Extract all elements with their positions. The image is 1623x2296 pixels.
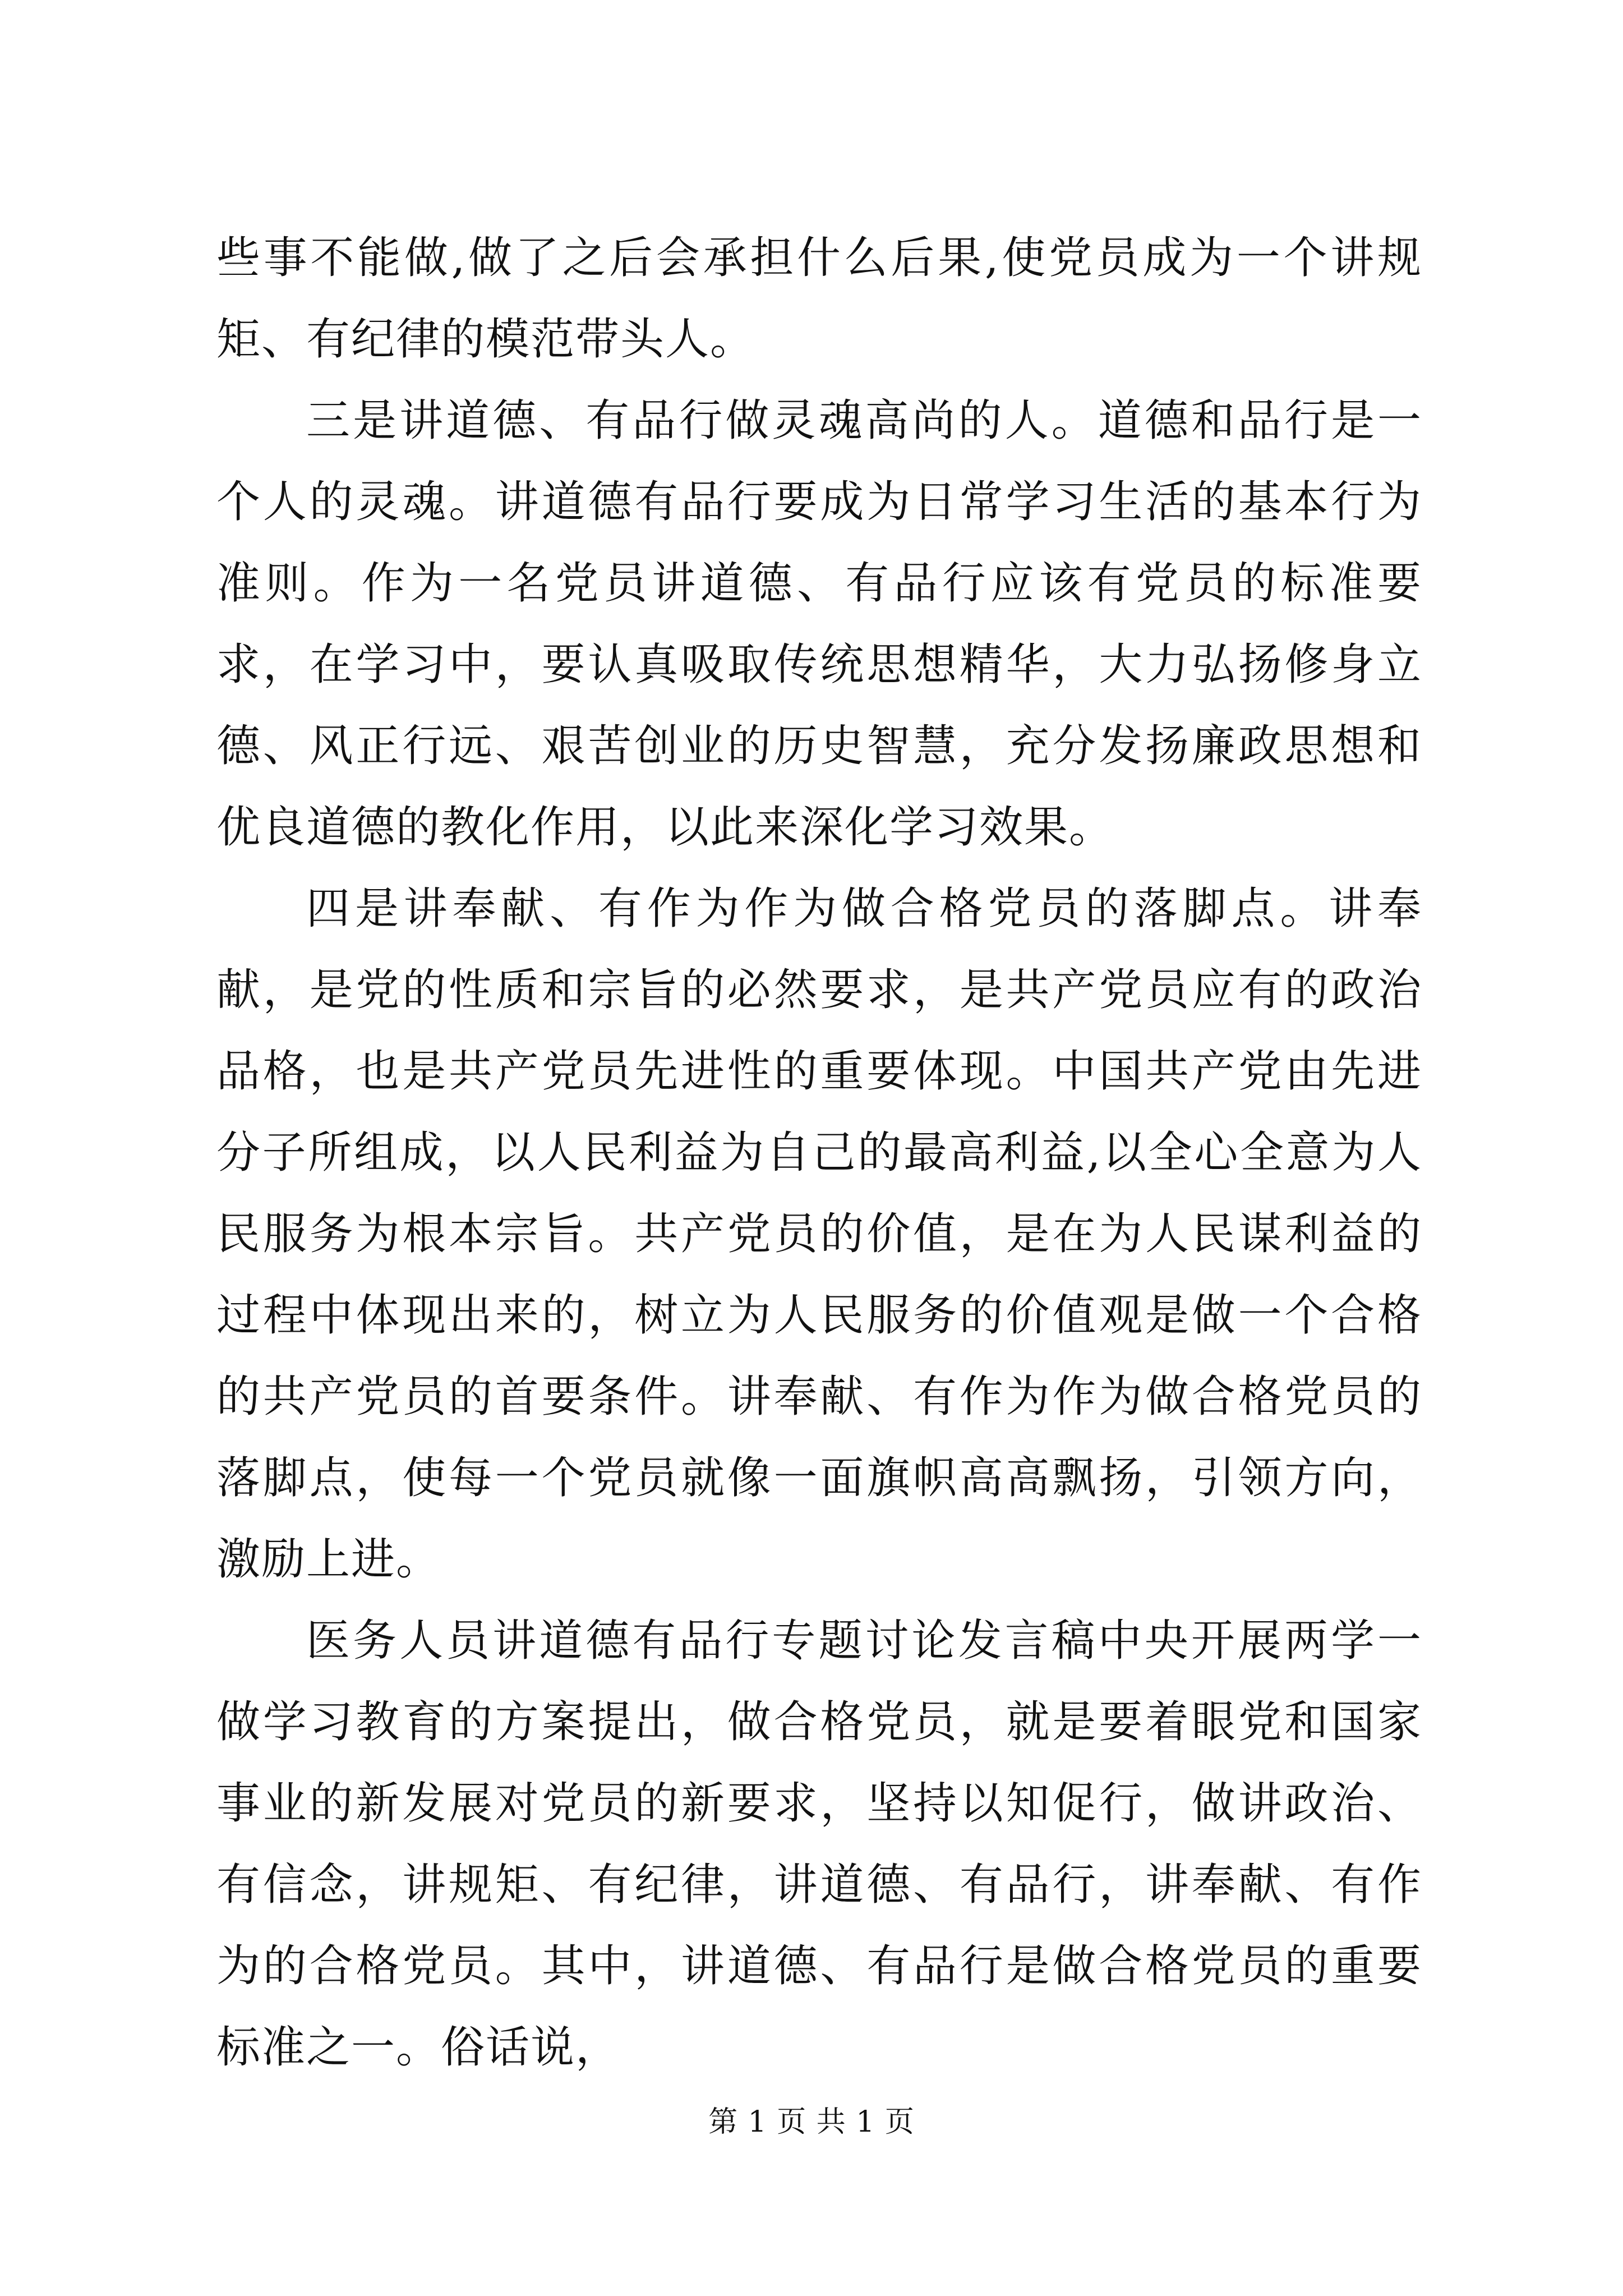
paragraph-2: 三是讲道德、有品行做灵魂高尚的人。道德和品行是一个人的灵魂。讲道德有品行要成为日常学习生活的基本行为准则。作为一名党员讲道德、有品行应该有党员的标准要求，在学习中，要认真吸取传统思想精华，大力弘扬修身立德、风正行远、艰苦创业的历史智慧，充分发扬廉政思想和优良道德的教化作用，以此来深化学习效果。 xyxy=(216,395,1422,853)
paragraph-3: 四是讲奉献、有作为作为做合格党员的落脚点。讲奉献，是党的性质和宗旨的必然要求，是共产党员应有的政治品格，也是共产党员先进性的重要体现。中国共产党由先进分子所组成，以人民利益为自己的最高利益,以全心全意为人民服务为根本宗旨。共产党员的价值，是在为人民谋利益的过程中体现出来的，树立为人民服务的价值观是做一个合格的共产党员的首要条件。讲奉献、有作为作为做合格党员的落脚点，使每一个党员就像一面旗帜高高飘扬，引领方向，激励上进。 xyxy=(216,884,1422,1585)
document-body xyxy=(216,218,1422,2088)
page-number-footer: 第 1 页 共 1 页 xyxy=(708,2105,915,2139)
paragraph-4: 医务人员讲道德有品行专题讨论发言稿中央开展两学一做学习教育的方案提出，做合格党员，就是要着眼党和国家事业的新发展对党员的新要求，坚持以知促行，做讲政治、有信念，讲规矩、有纪律，讲道德、有品行，讲奉献、有作为的合格党员。其中，讲道德、有品行是做合格党员的重要标准之一。俗话说， xyxy=(216,1616,1422,2073)
paragraph-1: 些事不能做,做了之后会承担什么后果,使党员成为一个讲规矩、有纪律的模范带头人。 xyxy=(216,233,1422,365)
